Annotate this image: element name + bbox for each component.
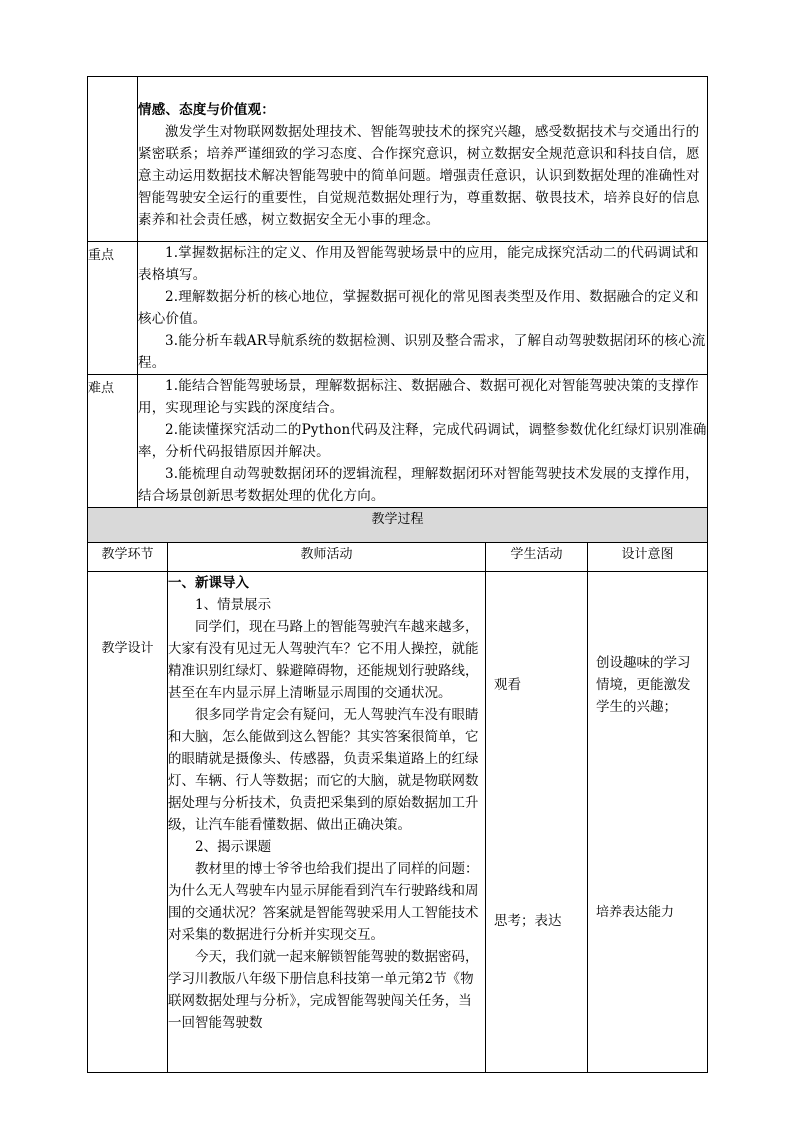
teacher-activity-cell	[168, 572, 486, 1073]
teacher-paragraph: 今天，我们就一起来解锁智能驾驶的数据密码，学习川教版八年级下册信息科技第一单元第2节《物联网数据处理与分析》，完成智能驾驶闯关任务，当一回智能驾驶数	[168, 949, 479, 1031]
student-activity-cell	[486, 572, 588, 1073]
stage-label: 教学设计	[101, 641, 154, 656]
difficult-points-content	[138, 375, 708, 508]
emotion-label-cell	[88, 77, 138, 242]
column-header: 教师活动	[168, 543, 486, 572]
design-intent-cell	[588, 572, 708, 1073]
column-header: 设计意图	[588, 543, 708, 572]
difficult-points-label: 难点	[88, 375, 138, 508]
difficult-point-item: 2.能读懂探究活动二的Python代码及注释，完成代码调试，调整参数优化红绿灯识别准确率，分析代码报错原因并解决。	[138, 422, 707, 460]
difficult-point-item: 3.能梳理自动驾驶数据闭环的逻辑流程，理解数据闭环对智能驾驶技术发展的支撑作用，结合场景创新思考数据处理的优化方向。	[138, 466, 699, 504]
key-points-label: 重点	[88, 242, 138, 375]
student-activity-1: 观看	[494, 677, 521, 693]
teacher-paragraph: 教材里的博士爷爷也给我们提出了同样的问题：为什么无人驾驶车内显示屏能看到汽车行驶路线和周围的交通状况？答案就是智能驾驶采用人工智能技术对采集的数据进行分析并实现交互。	[168, 861, 479, 943]
difficult-points-row	[88, 375, 708, 508]
teacher-heading: 一、新课导入	[168, 575, 249, 591]
key-point-item: 3.能分析车载AR导航系统的数据检测、识别及整合需求，了解自动驾驶数据闭环的核心流程。	[138, 333, 706, 371]
student-activity-2: 思考；表达	[494, 913, 562, 929]
process-content-row	[88, 572, 708, 1073]
process-band-title: 教学过程	[88, 508, 708, 543]
teacher-subheading: 1、情景展示	[195, 597, 272, 613]
key-points-content	[138, 242, 708, 375]
emotion-heading: 情感、态度与价值观：	[138, 102, 275, 118]
emotion-content	[138, 77, 708, 242]
design-intent-1: 创设趣味的学习情境，更能激发学生的兴趣；	[596, 655, 691, 715]
key-point-item: 1.掌握数据标注的定义、作用及智能驾驶场景中的应用，能完成探究活动二的代码调试和表格填写。	[138, 245, 699, 283]
difficult-point-item: 1.能结合智能驾驶场景，理解数据标注、数据融合、数据可视化对智能驾驶决策的支撑作用，实现理论与实践的深度结合。	[138, 378, 699, 416]
teacher-paragraph: 很多同学肯定会有疑问，无人驾驶汽车没有眼睛和大脑，怎么能做到这么智能？其实答案很简单，它的眼睛就是摄像头、传感器，负责采集道路上的红绿灯、车辆、行人等数据；而它的大脑，就是物联网数据处理与分析技术，负责把采集到的原始数据加工升级，让汽车能看懂数据、做出正确决策。	[168, 707, 479, 833]
lesson-plan-table	[87, 76, 708, 1073]
teacher-paragraph: 同学们，现在马路上的智能驾驶汽车越来越多，大家有没有见过无人驾驶汽车？它不用人操控，就能精准识别红绿灯、躲避障碍物，还能规划行驶路线，甚至在车内显示屏上清晰显示周围的交通状况。	[168, 619, 479, 701]
emotion-row	[88, 77, 708, 242]
process-band-row	[88, 508, 708, 543]
column-header: 教学环节	[88, 543, 168, 572]
emotion-paragraph: 激发学生对物联网数据处理技术、智能驾驶技术的探究兴趣，感受数据技术与交通出行的紧密联系；培养严谨细致的学习态度、合作探究意识，树立数据安全规范意识和科技自信，愿意主动运用数据技术解决智能驾驶中的简单问题。增强责任意识，认识到数据处理的准确性对智能驾驶安全运行的重要性，自觉规范数据处理行为，尊重数据、敬畏技术，培养良好的信息素养和社会责任感，树立数据安全无小事的理念。	[138, 124, 700, 228]
key-points-row	[88, 242, 708, 375]
process-header-row	[88, 543, 708, 572]
key-point-item: 2.理解数据分析的核心地位，掌握数据可视化的常见图表类型及作用、数据融合的定义和核心价值。	[138, 289, 699, 327]
teacher-subheading: 2、揭示课题	[195, 839, 272, 855]
stage-cell	[88, 572, 168, 1073]
design-intent-2: 培养表达能力	[596, 905, 675, 920]
column-header: 学生活动	[486, 543, 588, 572]
